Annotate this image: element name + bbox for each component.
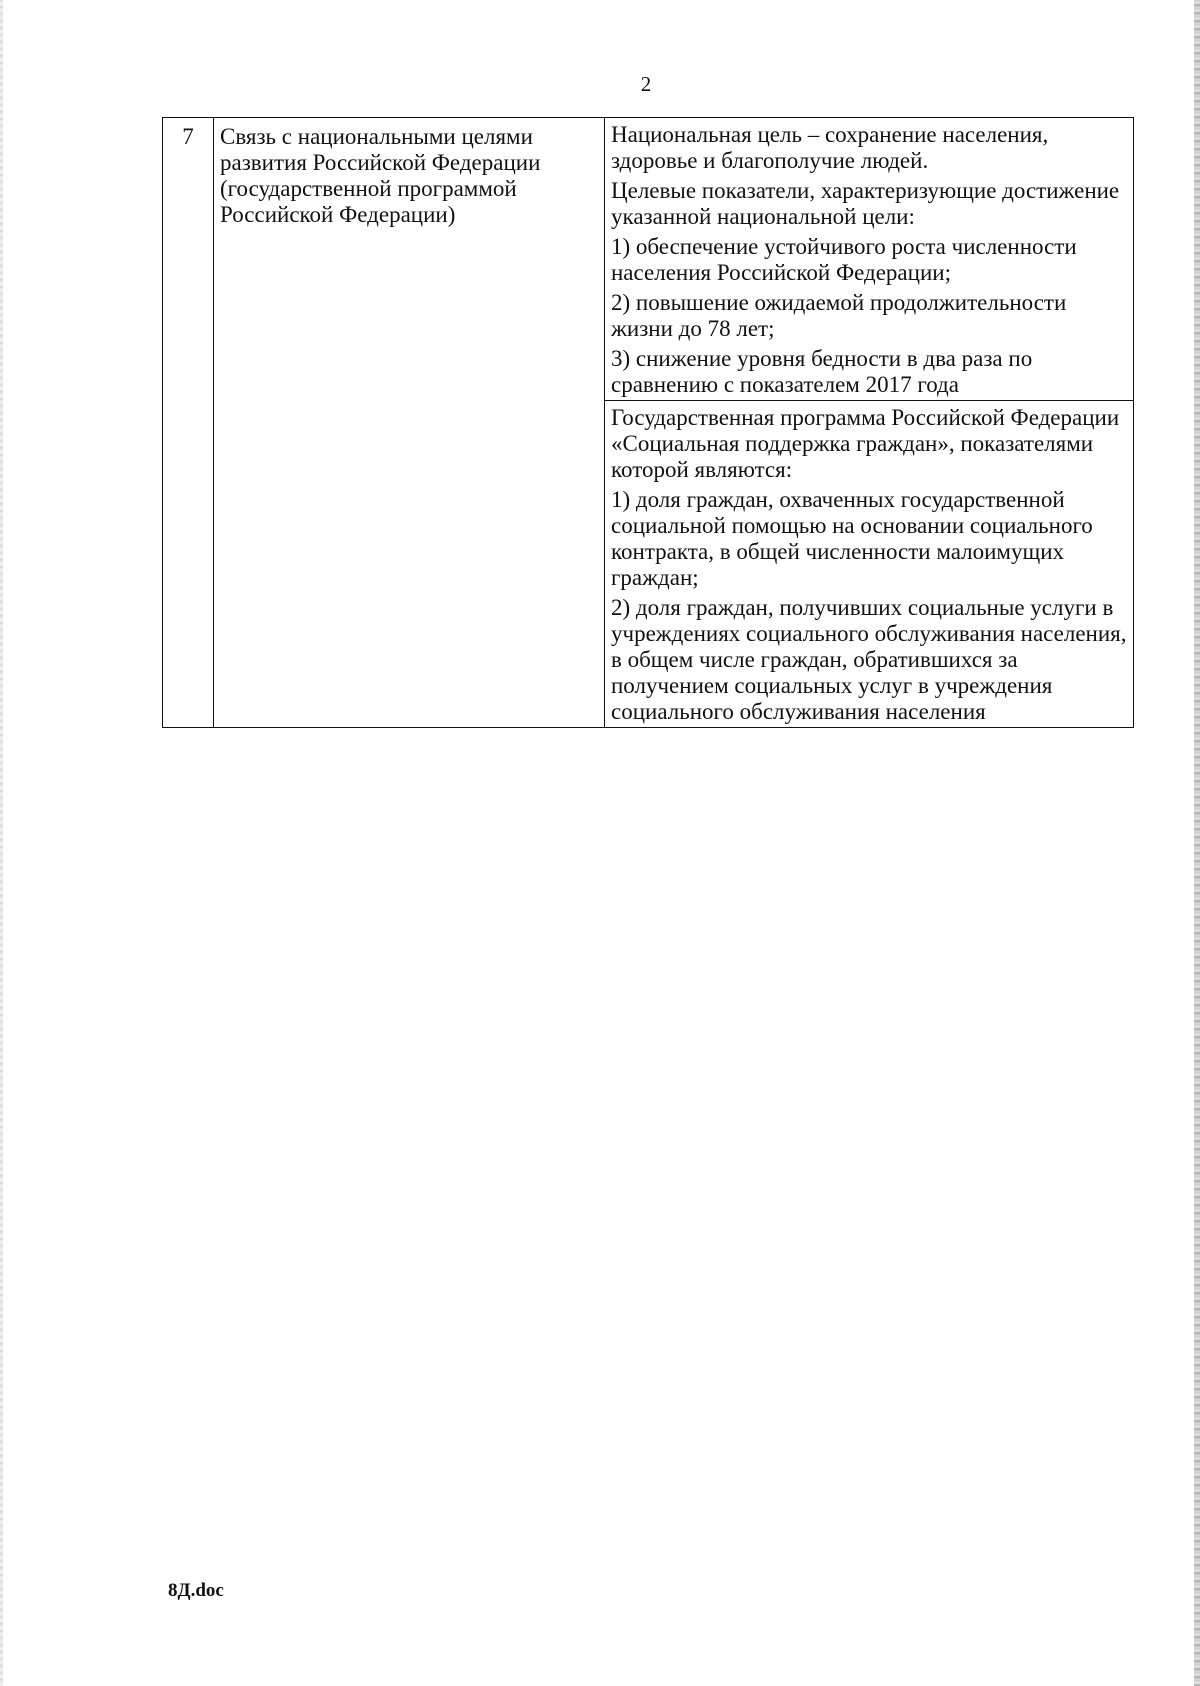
row-number: 7 [163, 118, 214, 728]
paragraph: 2) доля граждан, получивших социальные услуги в учреждениях социального обслуживания населения, в общем числе граждан, обратившихся за получением социальных услуг в учреждения социального обслуживания населения [611, 595, 1127, 724]
row-title: Связь с национальными целями развития Российской Федерации (государственной программой Российской Федерации) [214, 118, 605, 728]
paragraph: 3) снижение уровня бедности в два раза по сравнению с показателем 2017 года [611, 346, 1033, 397]
paragraph: 2) повышение ожидаемой продолжительности жизни до 78 лет; [611, 290, 1067, 341]
table-row [163, 118, 1134, 401]
paragraph: 1) доля граждан, охваченных государственной социальной помощью на основании социального контракта, в общей численности малоимущих граждан; [611, 487, 1093, 590]
paragraph: 1) обеспечение устойчивого роста численности населения Российской Федерации; [611, 234, 1077, 285]
goals-table [162, 117, 1134, 728]
paragraph: Государственная программа Российской Федерации «Социальная поддержка граждан», показателями которой являются: [611, 405, 1120, 482]
paragraph: Целевые показатели, характеризующие достижение указанной национальной цели: [611, 178, 1120, 229]
scan-edge-left [0, 0, 3, 1686]
page-number: 2 [640, 72, 652, 96]
state-program-block [605, 401, 1134, 728]
national-goal-block [605, 118, 1134, 401]
file-name-footer: 8Д.doc [168, 1580, 224, 1601]
scan-edge-right [1194, 0, 1200, 1686]
paragraph: Национальная цель – сохранение населения, здоровье и благополучие людей. [611, 122, 1049, 173]
